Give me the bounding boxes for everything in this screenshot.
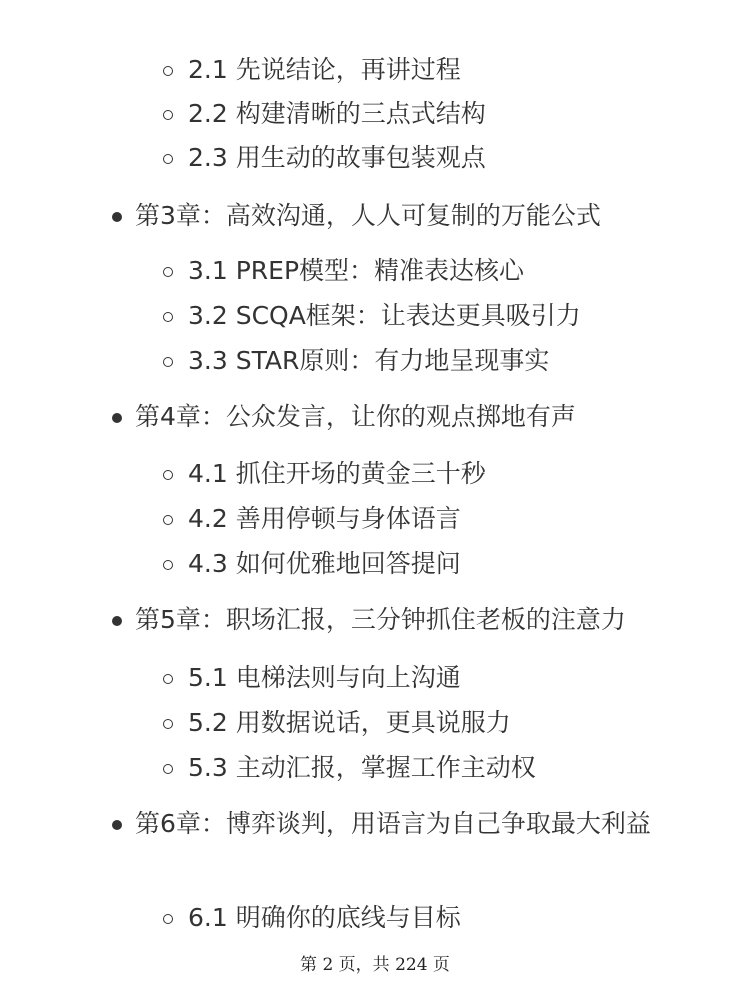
chapter-3-heading: 第3章：高效沟通，人人可复制的万能公式 (135, 201, 601, 230)
section-4-1: 4.1 抓住开场的黄金三十秒 (188, 459, 486, 488)
page-number-footer: 第 2 页，共 224 页 (300, 955, 450, 975)
solid-bullet-icon (112, 413, 122, 423)
hollow-bullet-icon (163, 515, 173, 525)
hollow-bullet-icon (163, 470, 173, 480)
solid-bullet-icon (112, 616, 122, 626)
hollow-bullet-icon (163, 719, 173, 729)
section-3-2: 3.2 SCQA框架：让表达更具吸引力 (188, 301, 581, 330)
section-6-1: 6.1 明确你的底线与目标 (188, 903, 461, 932)
chapter-6-heading: 第6章：博弈谈判，用语言为自己争取最大利益 (135, 809, 651, 838)
section-3-3: 3.3 STAR原则：有力地呈现事实 (188, 346, 550, 375)
chapter-5-heading: 第5章：职场汇报，三分钟抓住老板的注意力 (135, 605, 626, 634)
hollow-bullet-icon (163, 154, 173, 164)
section-5-2: 5.2 用数据说话，更具说服力 (188, 708, 511, 737)
section-5-1: 5.1 电梯法则与向上沟通 (188, 663, 461, 692)
hollow-bullet-icon (163, 110, 173, 120)
solid-bullet-icon (112, 820, 122, 830)
hollow-bullet-icon (163, 312, 173, 322)
hollow-bullet-icon (163, 674, 173, 684)
hollow-bullet-icon (163, 267, 173, 277)
hollow-bullet-icon (163, 357, 173, 367)
section-2-2: 2.2 构建清晰的三点式结构 (188, 99, 486, 128)
section-5-3: 5.3 主动汇报，掌握工作主动权 (188, 753, 536, 782)
section-4-2: 4.2 善用停顿与身体语言 (188, 504, 461, 533)
chapter-4-heading: 第4章：公众发言，让你的观点掷地有声 (135, 402, 576, 431)
hollow-bullet-icon (163, 560, 173, 570)
section-3-1: 3.1 PREP模型：精准表达核心 (188, 256, 525, 285)
section-2-1: 2.1 先说结论，再讲过程 (188, 55, 461, 84)
hollow-bullet-icon (163, 66, 173, 76)
section-4-3: 4.3 如何优雅地回答提问 (188, 549, 461, 578)
hollow-bullet-icon (163, 764, 173, 774)
solid-bullet-icon (112, 212, 122, 222)
section-2-3: 2.3 用生动的故事包装观点 (188, 143, 486, 172)
hollow-bullet-icon (163, 914, 173, 924)
